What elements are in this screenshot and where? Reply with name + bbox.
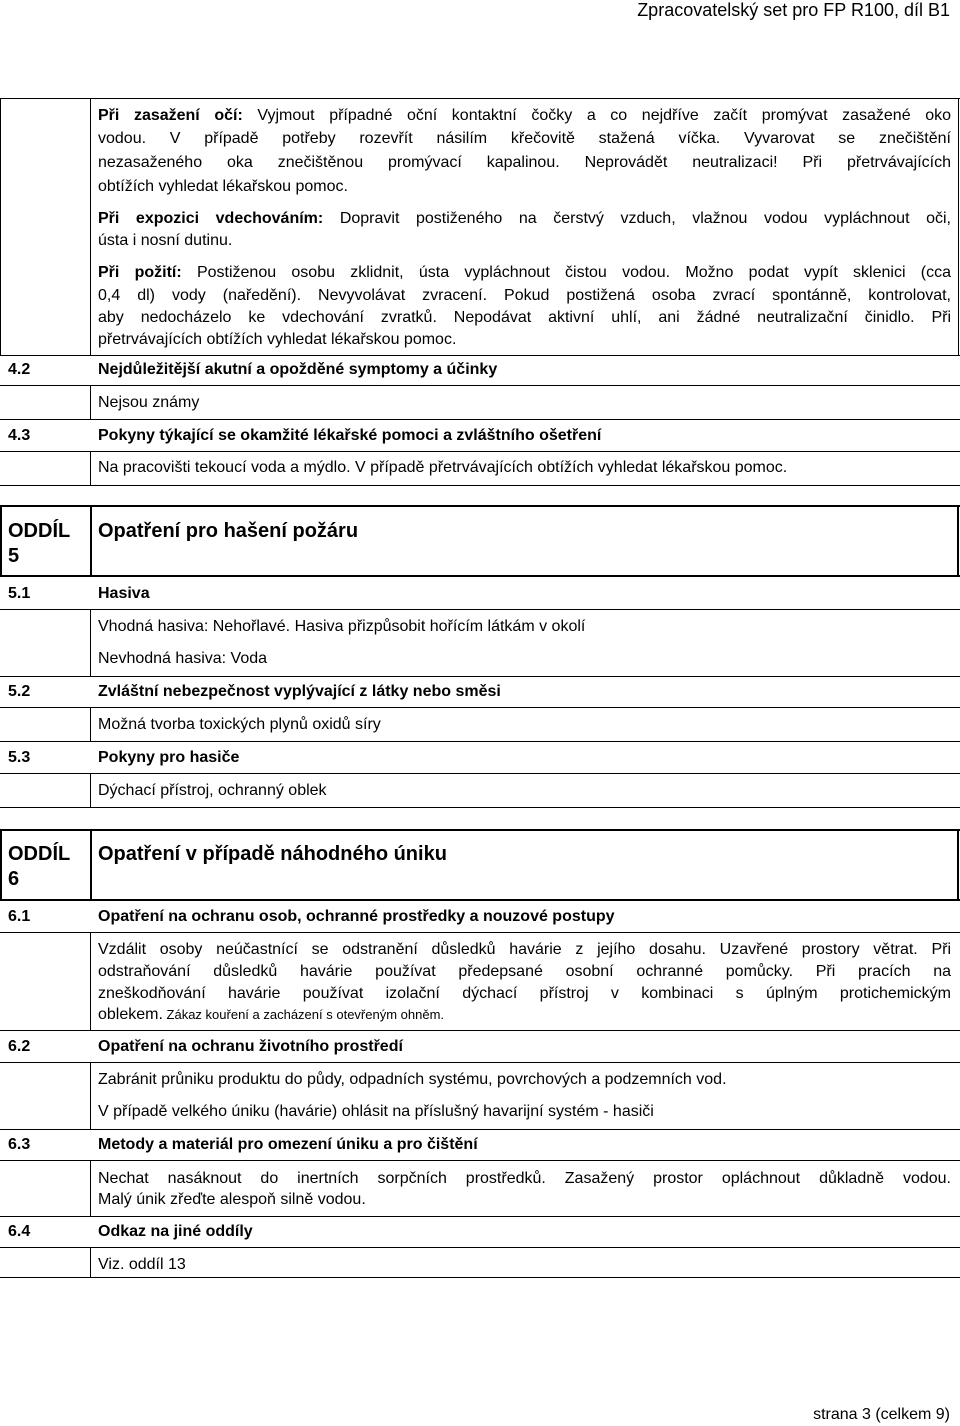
section-5-box-left bbox=[0, 505, 2, 577]
section-6-4-text: Viz. oddíl 13 bbox=[98, 1256, 186, 1273]
section-6-2-title: Opatření na ochranu životního prostředí bbox=[98, 1038, 403, 1055]
column-divider bbox=[90, 451, 91, 485]
column-divider bbox=[90, 98, 91, 355]
section-5-1-title: Hasiva bbox=[98, 585, 150, 602]
section-4-3-title: Pokyny týkající se okamžité lékařské pomoci a zvláštního ošetření bbox=[98, 427, 602, 444]
eyes-line-1 bbox=[98, 105, 951, 126]
ingest-line-4: přetrvávajících obtížích vyhledat lékařskou pomoc. bbox=[98, 331, 457, 348]
row-divider bbox=[0, 355, 960, 356]
row-divider bbox=[0, 807, 960, 808]
column-divider bbox=[90, 1062, 91, 1129]
inhale-text-1: Dopravit postiženého na čerstvý vzduch, vlažnou vodou vypláchnout oči, bbox=[323, 210, 952, 227]
row-divider bbox=[0, 451, 960, 452]
section-5-3-number: 5.3 bbox=[8, 749, 31, 766]
row-divider bbox=[0, 385, 960, 386]
section-6-label-line-2: 6 bbox=[8, 868, 20, 890]
section-6-3-line-1: Nechat nasáknout do inertních sorpčních prostředků. Zasažený prostor opláchnout důkladně vodou. bbox=[98, 1170, 951, 1187]
row-divider bbox=[0, 1277, 960, 1278]
section-5-2-title: Zvláštní nebezpečnost vyplývající z látky nebo směsi bbox=[98, 683, 501, 700]
row-divider bbox=[0, 1247, 960, 1248]
section-5-box-bottom bbox=[0, 575, 960, 577]
inhale-line-1 bbox=[98, 208, 951, 229]
ingest-line-2: 0,4 dl) vody (naředění). Nevyvolávat zvracení. Pokud postižená osoba zvrací spontánně, kontrolovat, bbox=[98, 287, 951, 304]
section-5-box-right bbox=[957, 505, 959, 577]
ingest-line-3: aby nedocházelo ke vdechování zvratků. Nepodávat aktivní uhlí, ani žádné neutralizační činidlo. Při bbox=[98, 309, 951, 326]
section-6-2-text-2: V případě velkého úniku (havárie) ohlásit na příslušný havarijní systém - hasiči bbox=[98, 1103, 654, 1120]
section-6-4-number: 6.4 bbox=[8, 1223, 31, 1240]
column-divider bbox=[90, 1247, 91, 1277]
row-divider bbox=[0, 1216, 960, 1217]
row-divider bbox=[0, 1129, 960, 1130]
section-6-1-line-2: odstraňování důsledků havárie používat předepsané osobní ochranné pomůcky. Při pracích na bbox=[98, 963, 951, 980]
row-divider bbox=[0, 707, 960, 708]
row-divider bbox=[0, 932, 960, 933]
section-6-3-number: 6.3 bbox=[8, 1136, 31, 1153]
row-divider bbox=[0, 419, 960, 420]
eyes-line-3: nezasaženého oka znečištěnou promývací kapalinou. Neprovádět neutralizaci! Při přetrvávajících bbox=[98, 154, 951, 171]
row-divider bbox=[0, 741, 960, 742]
ingest-label: Při požití: bbox=[98, 264, 182, 281]
column-divider bbox=[90, 932, 91, 1030]
row-divider bbox=[0, 609, 960, 610]
ingest-line-1 bbox=[98, 262, 951, 283]
column-divider bbox=[90, 1160, 91, 1216]
section-5-2-text: Možná tvorba toxických plynů oxidů síry bbox=[98, 716, 381, 733]
eyes-line-2: vodou. V případě potřeby rozevřít násilím křečovitě stažená víčka. Vyvarovat se znečištění bbox=[98, 130, 951, 147]
section-5-3-text: Dýchací přístroj, ochranný oblek bbox=[98, 782, 327, 799]
section-6-box-left bbox=[0, 829, 2, 901]
section-6-1-line-4b: Zákaz kouření a zacházení s otevřeným ohněm. bbox=[162, 1007, 445, 1022]
section-4-3-text: Na pracovišti tekoucí voda a mýdlo. V případě přetrvávajících obtížích vyhledat lékařskou pomoc. bbox=[98, 459, 788, 476]
section-6-2-number: 6.2 bbox=[8, 1038, 31, 1055]
inhale-label: Při expozici vdechováním: bbox=[98, 210, 324, 227]
page-number: strana 3 (celkem 9) bbox=[813, 1406, 950, 1423]
section-5-label-line-2: 5 bbox=[8, 545, 20, 567]
section-6-1-line-3: zneškodňování havárie používat izolační dýchací přístroj v kombinaci s úplným protichemickým bbox=[98, 985, 951, 1002]
eyes-text-1: Vyjmout případné oční kontaktní čočky a co nejdříve začít promývat zasažené oko bbox=[242, 107, 951, 124]
section-5-box-divider bbox=[90, 505, 92, 577]
section-4-2-text: Nejsou známy bbox=[98, 394, 200, 411]
row-divider bbox=[0, 1160, 960, 1161]
section-6-1-title: Opatření na ochranu osob, ochranné prostředky a nouzové postupy bbox=[98, 908, 615, 925]
section-4-3-number: 4.3 bbox=[8, 427, 31, 444]
section-6-3-title: Metody a materiál pro omezení úniku a pro čištění bbox=[98, 1136, 478, 1153]
column-divider bbox=[90, 385, 91, 419]
column-divider bbox=[90, 609, 91, 676]
row-divider bbox=[0, 485, 960, 486]
table-left-border bbox=[0, 98, 1, 355]
table-right-border bbox=[958, 98, 959, 355]
section-5-1-number: 5.1 bbox=[8, 585, 31, 602]
row-divider bbox=[0, 1030, 960, 1031]
section-4-2-title: Nejdůležitější akutní a opožděné symptomy a účinky bbox=[98, 361, 498, 378]
section-5-label-line-1: ODDÍL bbox=[8, 520, 71, 542]
section-4-2-number: 4.2 bbox=[8, 361, 31, 378]
section-6-box-divider bbox=[90, 829, 92, 901]
section-5-2-number: 5.2 bbox=[8, 683, 31, 700]
document-header: Zpracovatelský set pro FP R100, díl B1 bbox=[637, 0, 950, 20]
row-divider bbox=[0, 676, 960, 677]
section-6-4-title: Odkaz na jiné oddíly bbox=[98, 1223, 253, 1240]
section-6-2-text-1: Zabránit průniku produktu do půdy, odpadních systému, povrchových a podzemních vod. bbox=[98, 1071, 727, 1088]
section-5-1-text-1: Vhodná hasiva: Nehořlavé. Hasiva přizpůsobit hořícím látkám v okolí bbox=[98, 618, 586, 635]
section-5-box-top bbox=[0, 505, 960, 507]
section-6-box-bottom bbox=[0, 899, 960, 901]
section-6-1-line-4 bbox=[98, 1004, 951, 1025]
section-5-1-text-2: Nevhodná hasiva: Voda bbox=[98, 650, 268, 667]
section-6-box-top bbox=[0, 829, 960, 831]
section-6-1-number: 6.1 bbox=[8, 908, 31, 925]
inhale-line-2: ústa i nosní dutinu. bbox=[98, 232, 233, 249]
ingest-text-1: Postiženou osobu zklidnit, ústa vypláchnout čistou vodou. Možno podat vypít sklenici (cca bbox=[181, 264, 951, 281]
eyes-label: Při zasažení očí: bbox=[98, 107, 243, 124]
section-6-3-line-2: Malý únik zřeďte alespoň silně vodou. bbox=[98, 1191, 366, 1208]
section-6-title: Opatření v případě náhodného úniku bbox=[98, 843, 447, 865]
table-top-border bbox=[0, 98, 960, 99]
section-5-title: Opatření pro hašení požáru bbox=[98, 520, 359, 542]
eyes-line-4: obtížích vyhledat lékařskou pomoc. bbox=[98, 178, 348, 195]
section-6-1-line-1: Vzdálit osoby neúčastnící se odstranění důsledků havárie z jejího dosahu. Uzavřené prostory větrat. Při bbox=[98, 941, 951, 958]
section-5-3-title: Pokyny pro hasiče bbox=[98, 749, 240, 766]
section-6-box-right bbox=[957, 829, 959, 901]
section-6-1-line-4a: oblekem. bbox=[98, 1006, 163, 1023]
row-divider bbox=[0, 1062, 960, 1063]
column-divider bbox=[90, 707, 91, 741]
row-divider bbox=[0, 773, 960, 774]
section-6-label-line-1: ODDÍL bbox=[8, 843, 71, 865]
column-divider bbox=[90, 773, 91, 807]
